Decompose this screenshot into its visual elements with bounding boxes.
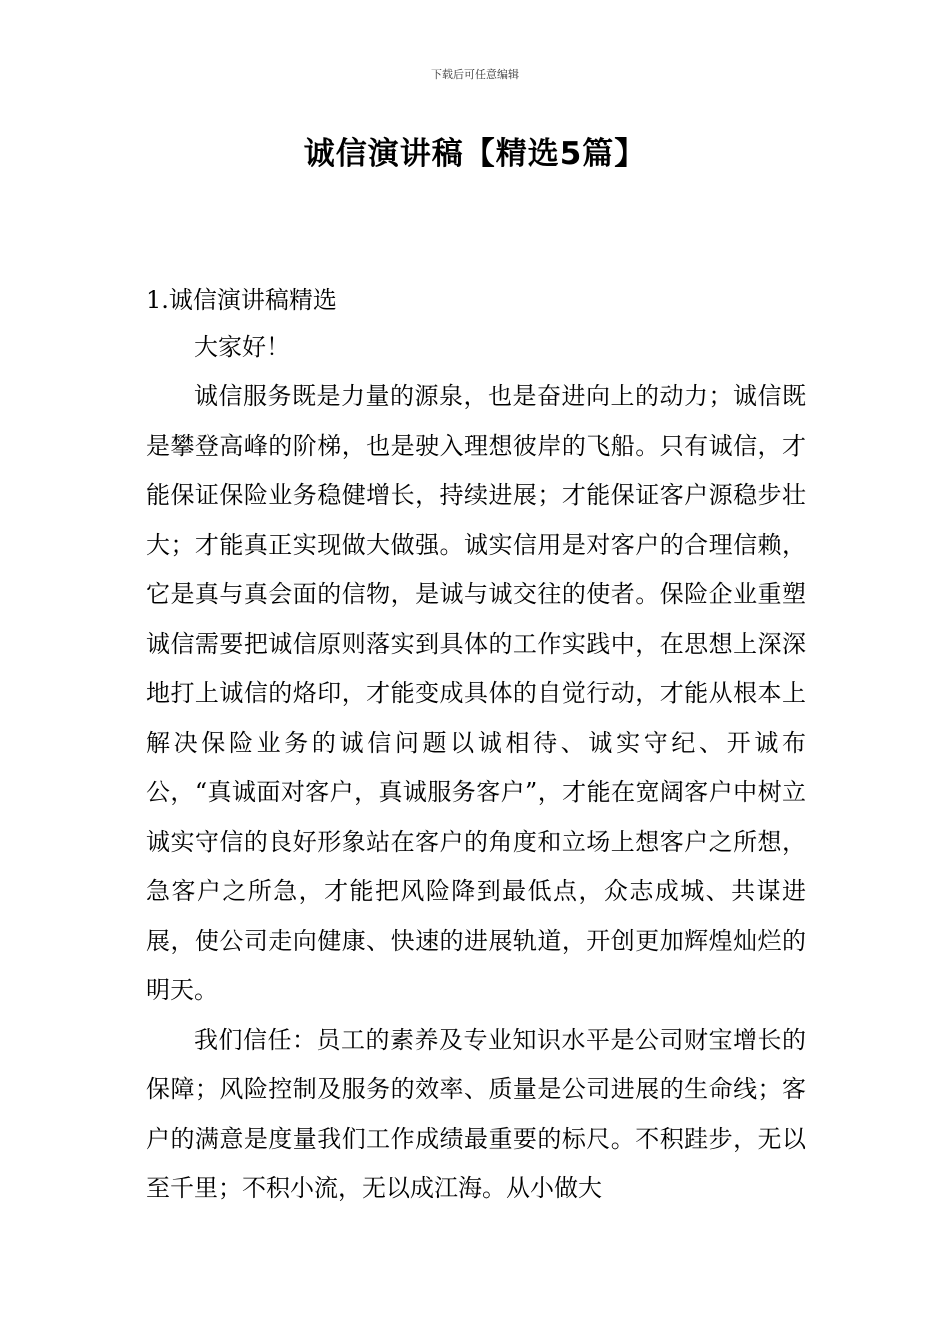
document-body xyxy=(146,280,806,1214)
document-title: 诚信演讲稿【精选5篇】 xyxy=(303,136,647,172)
greeting: 大家好！ xyxy=(194,333,290,361)
section-heading: 1.诚信演讲稿精选 xyxy=(146,286,337,314)
paragraph: 我们信任：员工的素养及专业知识水平是公司财宝增长的保障；风险控制及服务的效率、质量是公司进展的生命线；客户的满意是度量我们工作成绩最重要的标尺。不积跬步，无以至千里；不积小流，无以成江海。从小做大 xyxy=(146,1025,806,1202)
header-note: 下载后可任意编辑 xyxy=(431,68,519,81)
paragraph: 诚信服务既是力量的源泉，也是奋进向上的动力；诚信既是攀登高峰的阶梯，也是驶入理想彼岸的飞船。只有诚信，才能保证保险业务稳健增长，持续进展；才能保证客户源稳步壮大；才能真正实现做大做强。诚实信用是对客户的合理信赖，它是真与真会面的信物，是诚与诚交往的使者。保险企业重塑诚信需要把诚信原则落实到具体的工作实践中，在思想上深深地打上诚信的烙印，才能变成具体的自觉行动，才能从根本上解决保险业务的诚信问题以诚相待、诚实守纪、开诚布公，“真诚面对客户，真诚服务客户”，才能在宽阔客户中树立诚实守信的良好形象站在客户的角度和立场上想客户之所想，急客户之所急，才能把风险降到最低点，众志成城、共谋进展，使公司走向健康、快速的进展轨道，开创更加辉煌灿烂的明天。 xyxy=(146,382,806,1004)
